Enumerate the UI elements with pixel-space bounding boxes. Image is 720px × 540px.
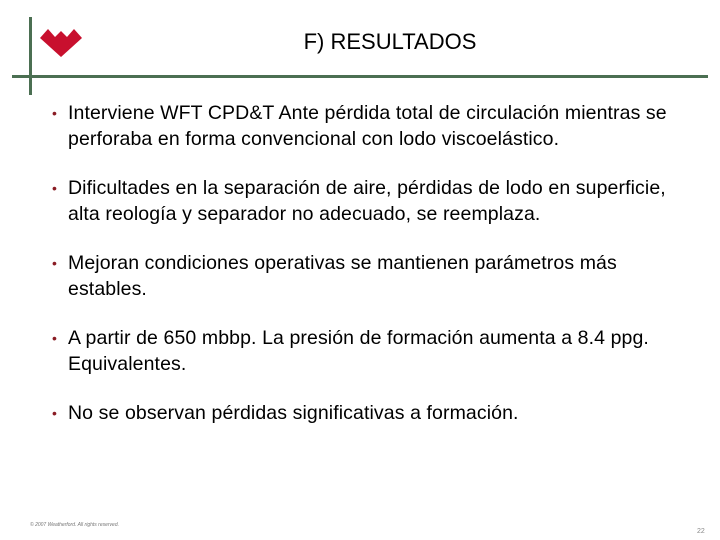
bullet-dot-icon: • bbox=[52, 105, 58, 121]
bullet-item bbox=[48, 100, 698, 152]
bullet-dot-icon: • bbox=[52, 255, 58, 271]
bullet-dot-icon: • bbox=[52, 180, 58, 196]
bullet-text: Interviene WFT CPD&T Ante pérdida total de circulación mientras se perforaba en forma convencional con lodo viscoelástico. bbox=[68, 102, 667, 150]
bullet-text: A partir de 650 mbbp. La presión de formación aumenta a 8.4 ppg. Equivalentes. bbox=[68, 327, 649, 375]
page-number: 22 bbox=[697, 528, 705, 535]
bullet-item bbox=[48, 325, 698, 377]
bullet-text: Dificultades en la separación de aire, pérdidas de lodo en superficie, alta reología y separador no adecuado, se reemplaza. bbox=[68, 177, 666, 225]
bullet-text: Mejoran condiciones operativas se mantienen parámetros más estables. bbox=[68, 252, 617, 300]
bullet-item bbox=[48, 175, 698, 227]
weatherford-logo-icon bbox=[40, 29, 82, 57]
slide-title: F) RESULTADOS bbox=[303, 29, 477, 54]
bullet-item bbox=[48, 400, 698, 426]
horizontal-accent-line bbox=[12, 75, 708, 78]
bullet-list bbox=[48, 100, 698, 426]
vertical-accent-line bbox=[29, 17, 32, 95]
bullet-text: No se observan pérdidas significativas a formación. bbox=[68, 402, 519, 424]
bullet-item bbox=[48, 250, 698, 302]
copyright-notice: © 2007 Weatherford. All rights reserved. bbox=[30, 522, 120, 528]
bullet-dot-icon: • bbox=[52, 405, 58, 421]
bullet-dot-icon: • bbox=[52, 330, 58, 346]
